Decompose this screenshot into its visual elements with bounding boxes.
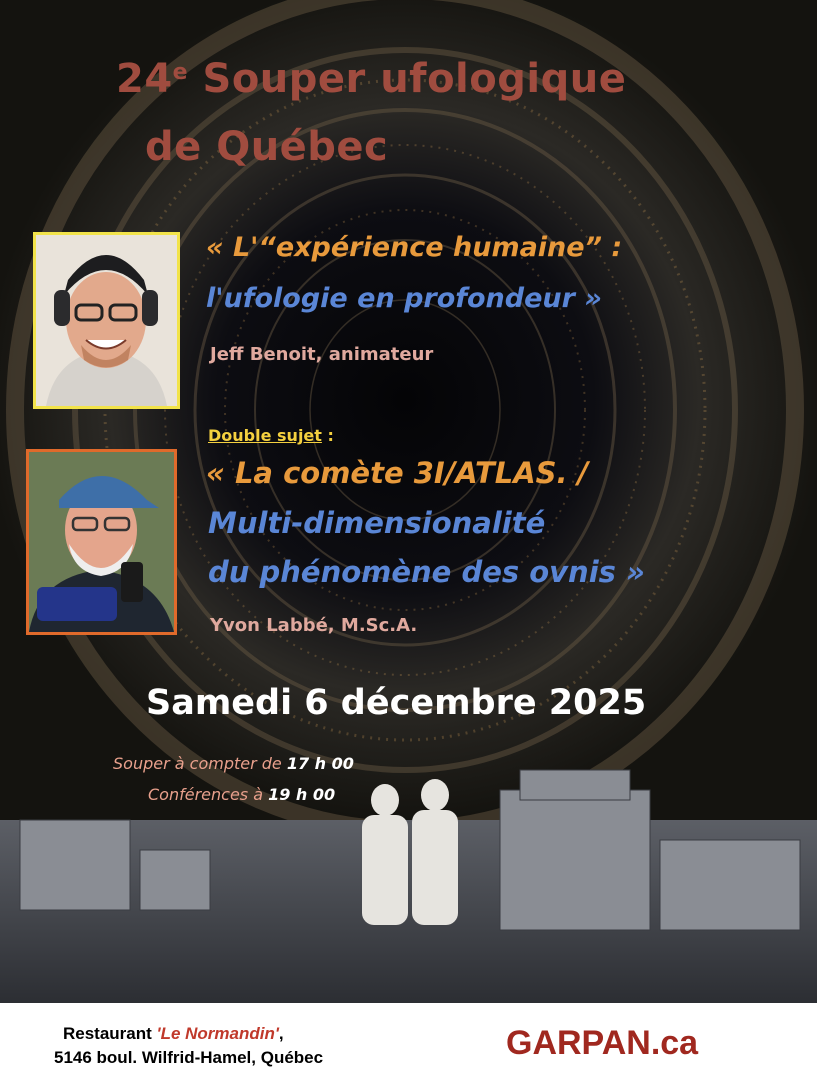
portrait-headphones-icon (36, 235, 177, 406)
double-topic-label: Double sujet : (208, 426, 334, 445)
talk2-title-line1: « La comète 3I/ATLAS. / (206, 456, 589, 490)
event-title-line1: 24e Souper ufologique (116, 56, 627, 102)
restaurant-address: 5146 boul. Wilfrid-Hamel, Québec (54, 1048, 324, 1067)
talk2-speaker: Yvon Labbé, M.Sc.A. (210, 615, 418, 636)
website-link[interactable]: GARPAN.ca (506, 1024, 699, 1062)
talk2-title-line2: Multi-dimensionalité (208, 506, 546, 540)
talk1-title-line1: « L'“expérience humaine” : (206, 232, 623, 263)
portrait-cap-telescope-icon (29, 452, 174, 632)
speaker1-photo (33, 232, 180, 409)
talk2-title-line3: du phénomène des ovnis » (208, 555, 645, 589)
talk1-speaker: Jeff Benoit, animateur (210, 344, 434, 365)
talk1-title-line2: l'ufologie en profondeur » (206, 283, 602, 314)
dinner-time: Souper à compter de 17 h 00 (113, 754, 354, 773)
event-title-line2: de Québec (145, 124, 389, 170)
talks-time: Conférences à 19 h 00 (148, 785, 336, 804)
event-date: Samedi 6 décembre 2025 (146, 683, 647, 723)
speaker2-photo (26, 449, 177, 635)
restaurant-name: Restaurant 'Le Normandin', (63, 1024, 284, 1043)
